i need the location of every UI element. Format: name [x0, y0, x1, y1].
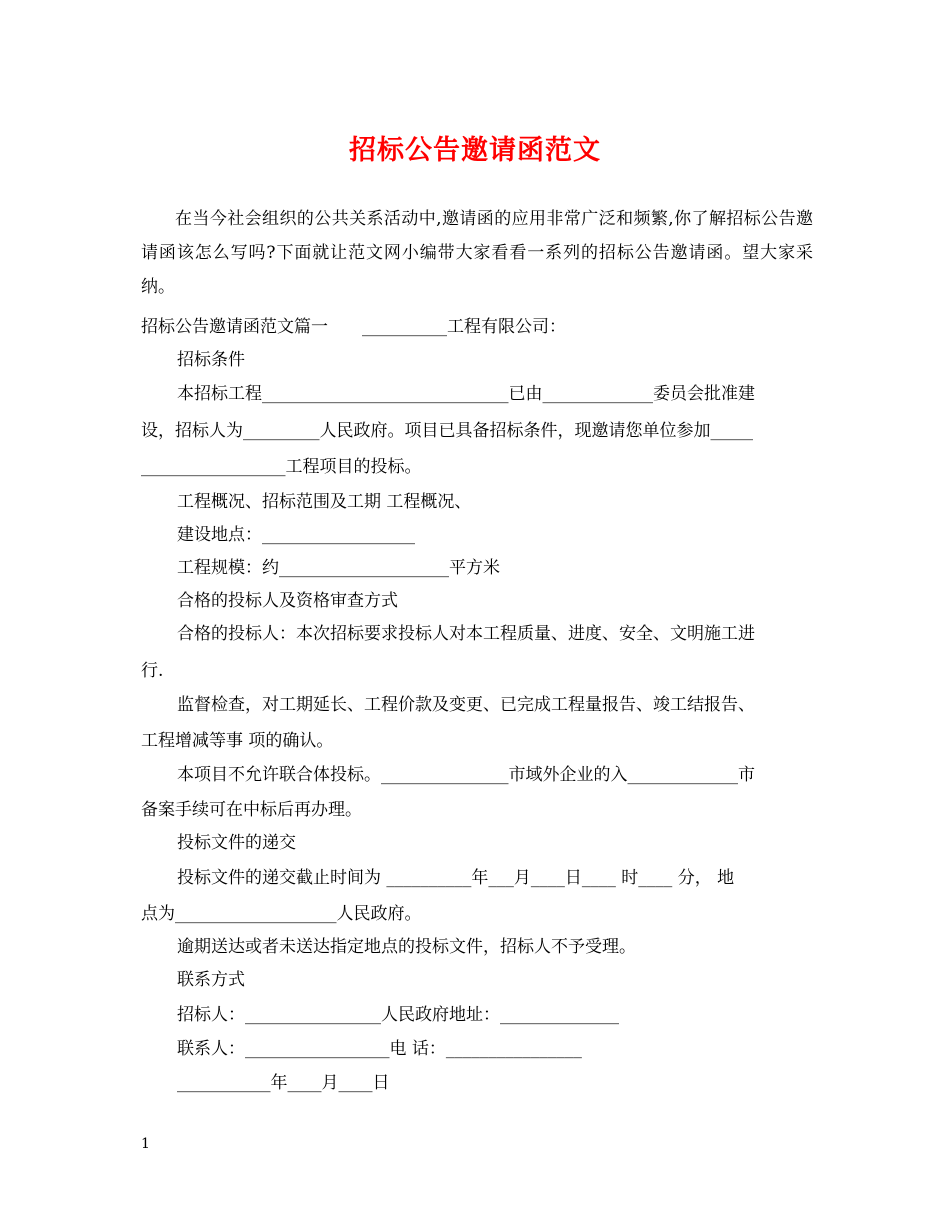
body-line: 招标公告邀请函范文篇一 __________工程有限公司： [141, 317, 566, 337]
body-line: 本项目不允许联合体投标。_______________市域外企业的入_____________市 [177, 765, 755, 785]
body-line: 联系方式 [177, 970, 245, 990]
body-line: 招标人：________________人民政府地址：______________ [177, 1005, 619, 1025]
body-line: 工程概况、招标范围及工期 工程概况、 [177, 492, 472, 512]
body-line: ___________年____月____日 [177, 1073, 390, 1093]
body-line: 设，招标人为_________人民政府。项目已具备招标条件，现邀请您单位参加_____ [141, 421, 753, 441]
body-line: 工程规模：约____________________平方米 [177, 558, 500, 578]
body-line: 合格的投标人：本次招标要求投标人对本工程质量、进度、安全、文明施工进 [177, 624, 755, 644]
body-line: _________________工程项目的投标。 [141, 457, 422, 477]
body-line: 本招标工程_____________________________已由_____________委员会批准建 [177, 384, 755, 404]
body-line: 招标条件 [177, 350, 245, 370]
body-line: 投标文件的递交 [177, 833, 296, 853]
body-line: 合格的投标人及资格审查方式 [177, 591, 398, 611]
body-line: 联系人：_________________电 话：________________ [177, 1039, 582, 1059]
intro-paragraph: 在当今社会组织的公共关系活动中,邀请函的应用非常广泛和频繁,你了解招标公告邀请函该怎么写吗?下面就让范文网小编带大家看看一系列的招标公告邀请函。望大家采纳。 [141, 209, 813, 297]
body-line: 行. [141, 661, 164, 681]
page-number: 1 [141, 1136, 150, 1152]
body-line: 监督检查，对工期延长、工程价款及变更、已完成工程量报告、竣工结报告、 [177, 695, 755, 715]
body-line: 投标文件的递交截止时间为 __________年___月____日____ 时____ 分， 地 [177, 868, 735, 888]
document-title: 招标公告邀请函范文 [349, 135, 601, 166]
body-line: 建设地点：__________________ [177, 525, 415, 545]
body-line: 逾期送达或者未送达指定地点的投标文件，招标人不予受理。 [177, 937, 636, 957]
body-line: 备案手续可在中标后再办理。 [141, 800, 362, 820]
body-line: 工程增减等事 项的确认。 [141, 731, 334, 751]
body-line: 点为___________________人民政府。 [141, 904, 422, 924]
